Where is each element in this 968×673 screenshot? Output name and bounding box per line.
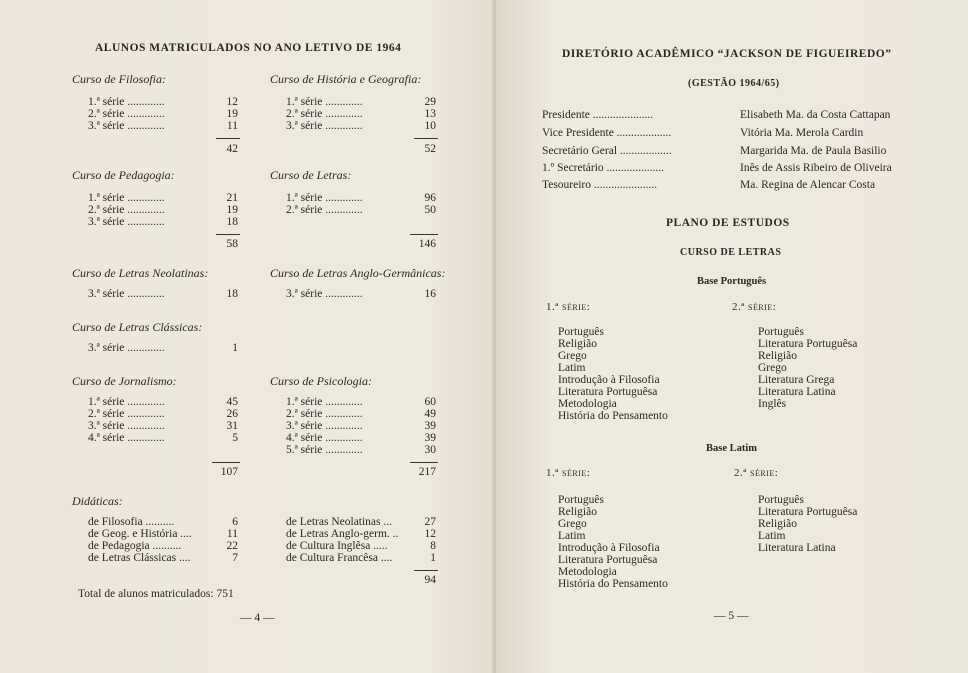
table-row: 2.ª série .............: [88, 204, 165, 216]
table-row: 3.ª série .............: [88, 342, 165, 354]
list-item: Introdução à Filosofia: [558, 374, 660, 386]
course-label-anglo: Curso de Letras Anglo-Germânicas:: [270, 266, 446, 280]
table-row: 1.ª série .............: [88, 192, 165, 204]
list-item: Português: [758, 326, 804, 338]
table-row: 3.ª série .............: [88, 216, 165, 228]
left-page-title: ALUNOS MATRICULADOS NO ANO LETIVO DE 1964: [95, 42, 402, 54]
row-value: 1: [430, 552, 436, 564]
table-row: de Pedagogia ..........: [88, 540, 182, 552]
course-label-filosofia: Curso de Filosofia:: [72, 72, 167, 86]
course-label-neolatinas: Curso de Letras Neolatinas:: [72, 266, 209, 280]
row-value: 27: [424, 516, 436, 528]
right-page-title: DIRETÓRIO ACADÊMICO “JACKSON DE FIGUEIREDO”: [562, 48, 892, 60]
row-value: 10: [424, 120, 436, 132]
row-value: 18: [226, 288, 238, 300]
course-total: 42: [226, 143, 238, 155]
course-label-classicas: Curso de Letras Clássicas:: [72, 320, 203, 334]
grand-total: Total de alunos matriculados: 751: [78, 588, 234, 600]
row-value: 96: [424, 192, 436, 204]
sum-line: [414, 138, 438, 139]
page-number: — 4 —: [240, 612, 275, 624]
page-number: — 5 —: [714, 610, 749, 622]
list-item: Literatura Latina: [758, 542, 836, 554]
row-value: 21: [226, 192, 238, 204]
list-item: Grego: [558, 518, 587, 530]
course-label-pedagogia: Curso de Pedagogia:: [72, 168, 175, 182]
list-item: Literatura Portuguêsa: [758, 338, 858, 350]
row-value: 6: [232, 516, 238, 528]
row-value: 22: [226, 540, 238, 552]
row-value: 11: [226, 120, 238, 132]
sum-line: [216, 138, 240, 139]
subject-list: [558, 326, 668, 422]
list-item: Latim: [758, 530, 786, 542]
table-row: 1.ª série .............: [286, 396, 363, 408]
sum-line: [212, 462, 240, 463]
base-portugues-title: Base Português: [697, 276, 767, 287]
list-item: Religião: [558, 338, 597, 350]
row-value: 1: [232, 342, 238, 354]
row-value: 8: [430, 540, 436, 552]
row-value: 50: [424, 204, 436, 216]
serie-label: 2.ª série:: [734, 467, 779, 479]
course-label-letras: Curso de Letras:: [270, 168, 352, 182]
officer-role: Vice Presidente ...................: [542, 127, 672, 139]
list-item: Português: [558, 326, 604, 338]
course-total: 107: [220, 466, 238, 478]
row-value: 18: [226, 216, 238, 228]
officer-role: 1.º Secretário ....................: [542, 162, 665, 174]
officer-role: Secretário Geral ..................: [542, 145, 672, 157]
officer-role: Tesoureiro ......................: [542, 179, 658, 191]
list-item: Metodologia: [558, 566, 617, 578]
list-item: Literatura Portuguêsa: [558, 554, 658, 566]
list-item: Literatura Portuguêsa: [558, 386, 658, 398]
row-value: 45: [226, 396, 238, 408]
course-total: 94: [424, 574, 436, 586]
list-item: História do Pensamento: [558, 410, 668, 422]
table-row: 1.ª série .............: [286, 192, 363, 204]
officer-role: Presidente .....................: [542, 109, 654, 121]
table-row: 2.ª série .............: [88, 108, 165, 120]
officer-name: Ma. Regina de Alencar Costa: [740, 179, 876, 191]
table-row: de Letras Clássicas ....: [88, 552, 191, 564]
table-row: de Letras Anglo-germ. ..: [286, 528, 399, 540]
table-row: 3.ª série .............: [88, 420, 165, 432]
row-value: 60: [424, 396, 436, 408]
list-item: Grego: [558, 350, 587, 362]
table-row: de Filosofia ..........: [88, 516, 175, 528]
row-value: 13: [424, 108, 436, 120]
table-row: 3.ª série .............: [286, 420, 363, 432]
table-row: 1.ª série .............: [88, 396, 165, 408]
row-value: 19: [226, 204, 238, 216]
table-row: 3.ª série .............: [286, 288, 363, 300]
table-row: 5.ª série .............: [286, 444, 363, 456]
list-item: Religião: [758, 518, 797, 530]
list-item: Português: [758, 494, 804, 506]
list-item: Grego: [758, 362, 787, 374]
table-row: de Geog. e História ....: [88, 528, 192, 540]
row-value: 11: [226, 528, 238, 540]
course-label-historia: Curso de História e Geografia:: [270, 72, 422, 86]
serie-label: 1.ª série:: [546, 301, 591, 313]
list-item: Literatura Portuguêsa: [758, 506, 858, 518]
table-row: 2.ª série .............: [286, 108, 363, 120]
table-row: 3.ª série .............: [286, 120, 363, 132]
sum-line: [216, 234, 240, 235]
row-value: 49: [424, 408, 436, 420]
subject-list: [558, 494, 668, 590]
table-row: 4.ª série .............: [286, 432, 363, 444]
row-value: 31: [226, 420, 238, 432]
list-item: Português: [558, 494, 604, 506]
serie-label: 1.ª série:: [546, 467, 591, 479]
list-item: História do Pensamento: [558, 578, 668, 590]
row-value: 26: [226, 408, 238, 420]
list-item: Religião: [558, 506, 597, 518]
officer-name: Inês de Assis Ribeiro de Oliveira: [740, 162, 892, 174]
list-item: Religião: [758, 350, 797, 362]
course-total: 146: [418, 238, 436, 250]
officer-name: Vitória Ma. Merola Cardin: [740, 127, 864, 139]
list-item: Latim: [558, 362, 586, 374]
course-total: 217: [418, 466, 436, 478]
table-row: 3.ª série .............: [88, 288, 165, 300]
row-value: 16: [424, 288, 436, 300]
row-value: 5: [232, 432, 238, 444]
base-latim-title: Base Latim: [706, 443, 758, 454]
officer-name: Elisabeth Ma. da Costa Cattapan: [740, 109, 891, 121]
officer-name: Margarida Ma. de Paula Basilio: [740, 145, 887, 157]
sum-line: [410, 234, 438, 235]
subject-list: [758, 326, 857, 410]
row-value: 12: [424, 528, 436, 540]
table-row: 3.ª série .............: [88, 120, 165, 132]
table-row: 4.ª série .............: [88, 432, 165, 444]
plano-title: PLANO DE ESTUDOS: [666, 217, 790, 229]
row-value: 12: [226, 96, 238, 108]
row-value: 19: [226, 108, 238, 120]
gestao-label: (GESTÃO 1964/65): [688, 78, 780, 89]
row-value: 29: [424, 96, 436, 108]
list-item: Introdução à Filosofia: [558, 542, 660, 554]
subject-list: [758, 494, 857, 554]
table-row: de Letras Neolatinas ...: [286, 516, 393, 528]
list-item: Literatura Latina: [758, 386, 836, 398]
table-row: 2.ª série .............: [88, 408, 165, 420]
sum-line: [414, 570, 438, 571]
table-row: 2.ª série .............: [286, 408, 363, 420]
curso-title: CURSO DE LETRAS: [680, 247, 782, 258]
course-total: 58: [226, 238, 238, 250]
table-row: de Cultura Inglêsa .....: [286, 540, 388, 552]
row-value: 39: [424, 420, 436, 432]
list-item: Latim: [558, 530, 586, 542]
row-value: 39: [424, 432, 436, 444]
list-item: Inglês: [758, 398, 787, 410]
row-value: 30: [424, 444, 436, 456]
table-row: 1.ª série .............: [286, 96, 363, 108]
course-total: 52: [424, 143, 436, 155]
list-item: Literatura Grega: [758, 374, 835, 386]
table-row: de Cultura Francêsa ....: [286, 552, 393, 564]
table-row: 1.ª série .............: [88, 96, 165, 108]
serie-label: 2.ª série:: [732, 301, 777, 313]
list-item: Metodologia: [558, 398, 617, 410]
course-label-didaticas: Didáticas:: [72, 494, 123, 508]
right-page: [496, 0, 968, 673]
course-label-jornalismo: Curso de Jornalismo:: [72, 374, 177, 388]
sum-line: [410, 462, 438, 463]
course-label-psicologia: Curso de Psicologia:: [270, 374, 372, 388]
table-row: 2.ª série .............: [286, 204, 363, 216]
row-value: 7: [232, 552, 238, 564]
